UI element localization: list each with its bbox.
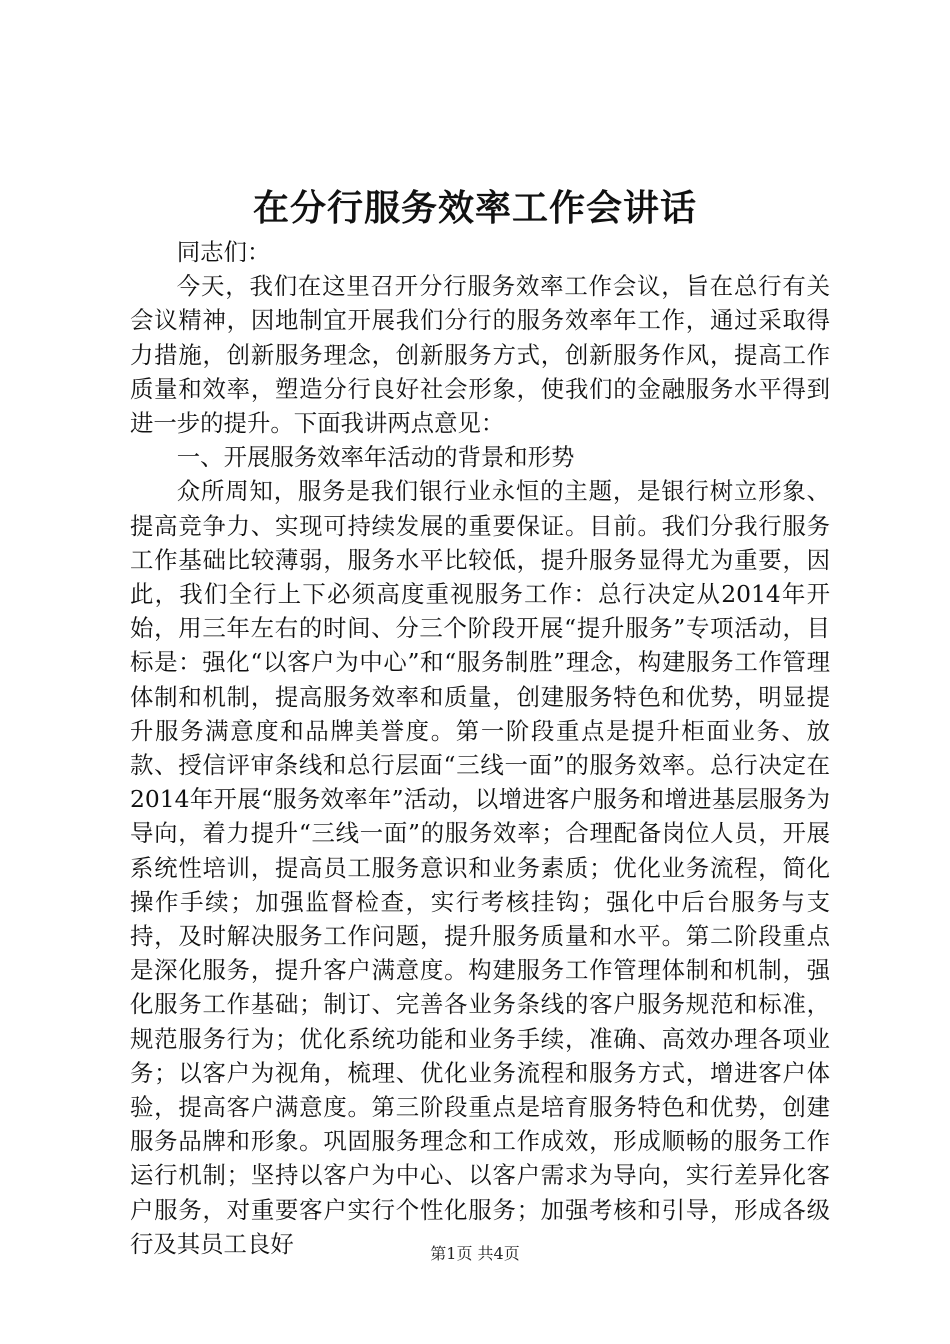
greeting-paragraph: 同志们： <box>176 238 271 266</box>
body-paragraph: 众所周知，服务是我们银行业永恒的主题，是银行树立形象、提高竞争力、实现可持续发展的重要保证。目前。我们分我行服务工作基础比较薄弱，服务水平比较低，提升服务显得尤为重要，因此，我们全行上下必须高度重视服务工作：总行决定从2014年开始，用三年左右的时间、分三个阶段开展“提升服务”专项活动，目标是：强化“以客户为中心”和“服务制胜”理念，构建服务工作管理体制和机制，提高服务效率和质量，创建服务特色和优势，明显提升服务满意度和品牌美誉度。第一阶段重点是提升柜面业务、放款、授信评审条线和总行层面“三线一面”的服务效率。总行决定在2014年开展“服务效率年”活动，以增进客户服务和增进基层服务为导向，着力提升“三线一面”的服务效率；合理配备岗位人员，开展系统性培训，提高员工服务意识和业务素质；优化业务流程，简化操作手续；加强监督检查，实行考核挂钩；强化中后台服务与支持，及时解决服务工作问题，提升服务质量和水平。第二阶段重点是深化服务，提升客户满意度。构建服务工作管理体制和机制，强化服务工作基础；制订、完善各业务条线的客户服务规范和标准，规范服务行为；优化系统功能和业务手续，准确、高效办理各项业务；以客户为视角，梳理、优化业务流程和服务方式，增进客户体验，提高客户满意度。第三阶段重点是培育服务特色和优势，创建服务品牌和形象。巩固服务理念和工作成效，形成顺畅的服务工作运行机制；坚持以客户为中心、以客户需求为导向，实行差异化客户服务，对重要客户实行个性化服务；加强考核和引导，形成各级行及其员工良好 <box>130 477 830 1258</box>
document-title: 在分行服务效率工作会讲话 <box>252 187 697 229</box>
document-body <box>130 235 830 1261</box>
section-heading: 一、开展服务效率年活动的背景和形势 <box>176 443 575 472</box>
page-number-footer: 第1页 共4页 <box>430 1244 520 1263</box>
intro-paragraph: 今天，我们在这里召开分行服务效率工作会议，旨在总行有关会议精神，因地制宜开展我们分行的服务效率年工作，通过采取得力措施，创新服务理念，创新服务方式，创新服务作风，提高工作质量和效率，塑造分行良好社会形象，使我们的金融服务水平得到进一步的提升。下面我讲两点意见： <box>130 272 830 438</box>
